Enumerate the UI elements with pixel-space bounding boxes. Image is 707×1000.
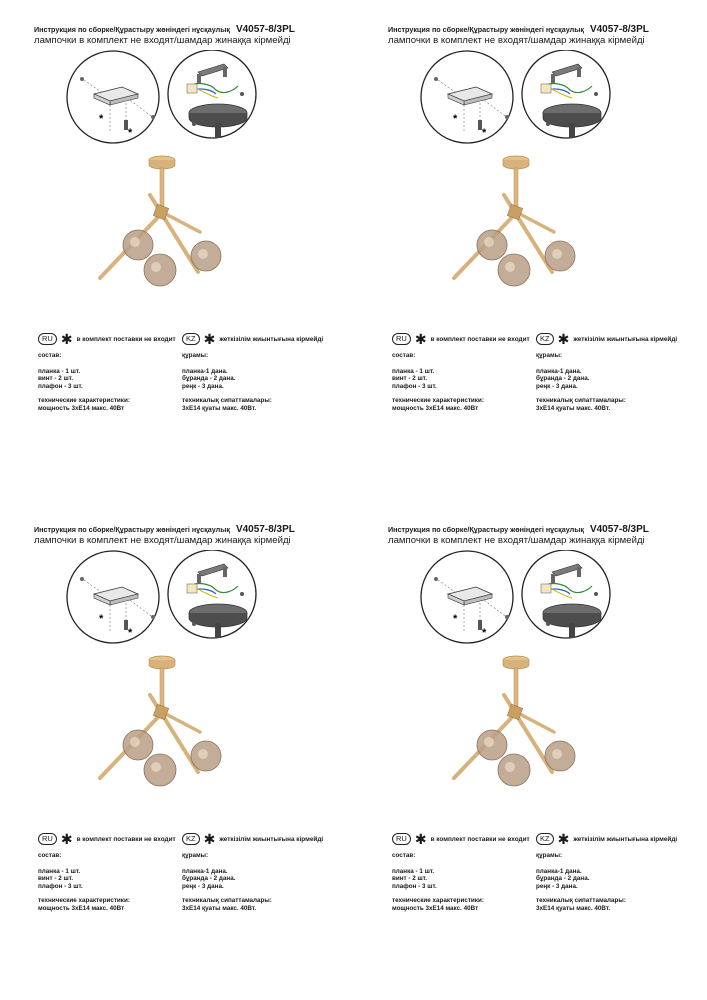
title-text: Инструкция по сборке/Құрастыру жөніндегі нұсқаулық bbox=[34, 25, 230, 34]
star-icon: ✱ bbox=[60, 831, 73, 847]
star-icon: ✱ bbox=[414, 831, 427, 847]
kz-not-included-text: жеткізілім жиынтығына кірмейді bbox=[219, 835, 324, 843]
list-item: реңк - 3 дана. bbox=[536, 882, 578, 890]
instruction-title bbox=[388, 24, 649, 35]
kz-specifications bbox=[536, 352, 626, 413]
ru-not-included-text: в комплект поставки не входит bbox=[76, 835, 176, 843]
ru-specifications bbox=[392, 352, 484, 413]
list-item: планка - 1 шт. bbox=[38, 367, 81, 375]
list-item: реңк - 3 дана. bbox=[182, 382, 224, 390]
list-item: бұранда - 2 дана. bbox=[182, 875, 236, 883]
kz-composition-title: құрамы: bbox=[182, 352, 209, 359]
ru-specs-title: технические характеристики: bbox=[38, 897, 130, 905]
kz-specs-value: 3хE14 қуаты макс. 40Вт. bbox=[536, 404, 611, 412]
list-item: плафон - 3 шт. bbox=[392, 382, 437, 390]
bulbs-not-included-note: лампочки в комплект не входят/шамдар жинаққа кірмейді bbox=[34, 35, 291, 46]
list-item: планка-1 дана. bbox=[182, 867, 228, 875]
canopy-wiring-detail bbox=[168, 550, 256, 638]
list-item: планка - 1 шт. bbox=[392, 867, 435, 875]
list-item: реңк - 3 дана. bbox=[182, 882, 224, 890]
star-icon: ✱ bbox=[414, 331, 427, 347]
ru-specifications bbox=[38, 352, 130, 413]
kz-specs-title: техникалық сипаттамалары: bbox=[536, 897, 626, 905]
list-item: реңк - 3 дана. bbox=[536, 382, 578, 390]
ru-specifications bbox=[392, 852, 484, 913]
kz-specifications bbox=[182, 852, 272, 913]
instruction-card-3 bbox=[0, 500, 353, 1000]
kz-badge: KZ bbox=[536, 833, 554, 845]
ru-composition-list bbox=[392, 868, 484, 891]
list-item: планка-1 дана. bbox=[536, 367, 582, 375]
ru-composition-title: состав: bbox=[392, 852, 416, 859]
ru-not-included-row bbox=[392, 333, 530, 345]
kz-composition-title: құрамы: bbox=[182, 852, 209, 859]
star-icon: ✱ bbox=[60, 331, 73, 347]
kz-not-included-text: жеткізілім жиынтығына кірмейді bbox=[573, 835, 678, 843]
model-number: V4057-8/3PL bbox=[589, 524, 649, 535]
kz-composition-list bbox=[182, 368, 272, 391]
ru-not-included-row bbox=[38, 833, 176, 845]
list-item: винт - 2 шт. bbox=[38, 375, 74, 383]
list-item: плафон - 3 шт. bbox=[392, 882, 437, 890]
assembly-detail-illustration bbox=[66, 50, 266, 150]
instruction-card-2 bbox=[354, 0, 707, 500]
kz-composition-title: құрамы: bbox=[536, 852, 563, 859]
list-item: винт - 2 шт. bbox=[38, 875, 74, 883]
kz-composition-list bbox=[182, 868, 272, 891]
list-item: винт - 2 шт. bbox=[392, 375, 428, 383]
kz-not-included-row bbox=[182, 833, 323, 845]
svg-text:*: * bbox=[453, 113, 458, 125]
kz-composition-list bbox=[536, 868, 626, 891]
kz-badge: KZ bbox=[182, 833, 200, 845]
svg-text:*: * bbox=[99, 613, 104, 625]
ru-badge: RU bbox=[38, 833, 57, 845]
ru-not-included-row bbox=[392, 833, 530, 845]
ru-not-included-text: в комплект поставки не входит bbox=[76, 335, 176, 343]
chandelier-illustration bbox=[90, 150, 230, 300]
ru-specs-value: мощность 3хE14 макс. 40Вт bbox=[38, 404, 125, 412]
list-item: бұранда - 2 дана. bbox=[182, 375, 236, 383]
list-item: бұранда - 2 дана. bbox=[536, 375, 590, 383]
instruction-card-4 bbox=[354, 500, 707, 1000]
canopy-wiring-detail bbox=[522, 50, 610, 138]
bulbs-not-included-note: лампочки в комплект не входят/шамдар жинаққа кірмейді bbox=[388, 35, 645, 46]
model-number: V4057-8/3PL bbox=[235, 524, 295, 535]
star-icon: ✱ bbox=[203, 831, 216, 847]
chandelier-illustration bbox=[90, 650, 230, 800]
svg-text:*: * bbox=[99, 113, 104, 125]
svg-text:*: * bbox=[453, 613, 458, 625]
assembly-detail-illustration bbox=[420, 50, 620, 150]
chandelier-illustration bbox=[444, 150, 584, 300]
assembly-detail-illustration bbox=[66, 550, 266, 650]
kz-specs-title: техникалық сипаттамалары: bbox=[182, 897, 272, 905]
ru-composition-list bbox=[38, 368, 130, 391]
list-item: бұранда - 2 дана. bbox=[536, 875, 590, 883]
kz-specifications bbox=[536, 852, 626, 913]
canopy-wiring-detail bbox=[168, 50, 256, 138]
svg-text:*: * bbox=[128, 627, 133, 639]
kz-specifications bbox=[182, 352, 272, 413]
star-icon: ✱ bbox=[557, 831, 570, 847]
title-text: Инструкция по сборке/Құрастыру жөніндегі нұсқаулық bbox=[34, 525, 230, 534]
model-number: V4057-8/3PL bbox=[235, 24, 295, 35]
kz-not-included-row bbox=[536, 833, 677, 845]
instruction-title bbox=[34, 24, 295, 35]
svg-text:*: * bbox=[482, 127, 487, 139]
canopy-wiring-detail bbox=[522, 550, 610, 638]
ru-not-included-row bbox=[38, 333, 176, 345]
ru-composition-title: состав: bbox=[392, 352, 416, 359]
ru-not-included-text: в комплект поставки не входит bbox=[430, 335, 530, 343]
ru-badge: RU bbox=[38, 333, 57, 345]
ru-specs-title: технические характеристики: bbox=[392, 897, 484, 905]
list-item: плафон - 3 шт. bbox=[38, 382, 83, 390]
kz-specs-value: 3хE14 қуаты макс. 40Вт. bbox=[182, 404, 257, 412]
kz-not-included-row bbox=[536, 333, 677, 345]
model-number: V4057-8/3PL bbox=[589, 24, 649, 35]
bulbs-not-included-note: лампочки в комплект не входят/шамдар жинаққа кірмейді bbox=[388, 535, 645, 546]
kz-specs-title: техникалық сипаттамалары: bbox=[536, 397, 626, 405]
ru-composition-title: состав: bbox=[38, 352, 62, 359]
ru-specs-value: мощность 3хE14 макс. 40Вт bbox=[392, 404, 479, 412]
chandelier-illustration bbox=[444, 650, 584, 800]
instruction-card-1 bbox=[0, 0, 353, 500]
kz-badge: KZ bbox=[536, 333, 554, 345]
list-item: планка-1 дана. bbox=[536, 867, 582, 875]
kz-not-included-text: жеткізілім жиынтығына кірмейді bbox=[219, 335, 324, 343]
ru-composition-list bbox=[38, 868, 130, 891]
list-item: планка-1 дана. bbox=[182, 367, 228, 375]
ru-composition-list bbox=[392, 368, 484, 391]
kz-specs-value: 3хE14 қуаты макс. 40Вт. bbox=[536, 904, 611, 912]
kz-not-included-row bbox=[182, 333, 323, 345]
list-item: планка - 1 шт. bbox=[38, 867, 81, 875]
star-icon: ✱ bbox=[557, 331, 570, 347]
kz-badge: KZ bbox=[182, 333, 200, 345]
ru-specifications bbox=[38, 852, 130, 913]
mounting-plate-detail bbox=[421, 51, 513, 143]
kz-composition-list bbox=[536, 368, 626, 391]
title-text: Инструкция по сборке/Құрастыру жөніндегі нұсқаулық bbox=[388, 525, 584, 534]
list-item: плафон - 3 шт. bbox=[38, 882, 83, 890]
assembly-detail-illustration bbox=[420, 550, 620, 650]
ru-not-included-text: в комплект поставки не входит bbox=[430, 835, 530, 843]
ru-specs-title: технические характеристики: bbox=[38, 397, 130, 405]
svg-text:*: * bbox=[482, 627, 487, 639]
mounting-plate-detail bbox=[67, 551, 159, 643]
kz-specs-title: техникалық сипаттамалары: bbox=[182, 397, 272, 405]
title-text: Инструкция по сборке/Құрастыру жөніндегі нұсқаулық bbox=[388, 25, 584, 34]
ru-composition-title: состав: bbox=[38, 852, 62, 859]
mounting-plate-detail bbox=[421, 551, 513, 643]
bulbs-not-included-note: лампочки в комплект не входят/шамдар жинаққа кірмейді bbox=[34, 535, 291, 546]
star-icon: ✱ bbox=[203, 331, 216, 347]
svg-text:*: * bbox=[128, 127, 133, 139]
kz-not-included-text: жеткізілім жиынтығына кірмейді bbox=[573, 335, 678, 343]
instruction-title bbox=[388, 524, 649, 535]
list-item: планка - 1 шт. bbox=[392, 367, 435, 375]
kz-composition-title: құрамы: bbox=[536, 352, 563, 359]
ru-specs-value: мощность 3хE14 макс. 40Вт bbox=[38, 904, 125, 912]
mounting-plate-detail bbox=[67, 51, 159, 143]
ru-badge: RU bbox=[392, 333, 411, 345]
kz-specs-value: 3хE14 қуаты макс. 40Вт. bbox=[182, 904, 257, 912]
ru-badge: RU bbox=[392, 833, 411, 845]
list-item: винт - 2 шт. bbox=[392, 875, 428, 883]
ru-specs-title: технические характеристики: bbox=[392, 397, 484, 405]
ru-specs-value: мощность 3хE14 макс. 40Вт bbox=[392, 904, 479, 912]
instruction-title bbox=[34, 524, 295, 535]
